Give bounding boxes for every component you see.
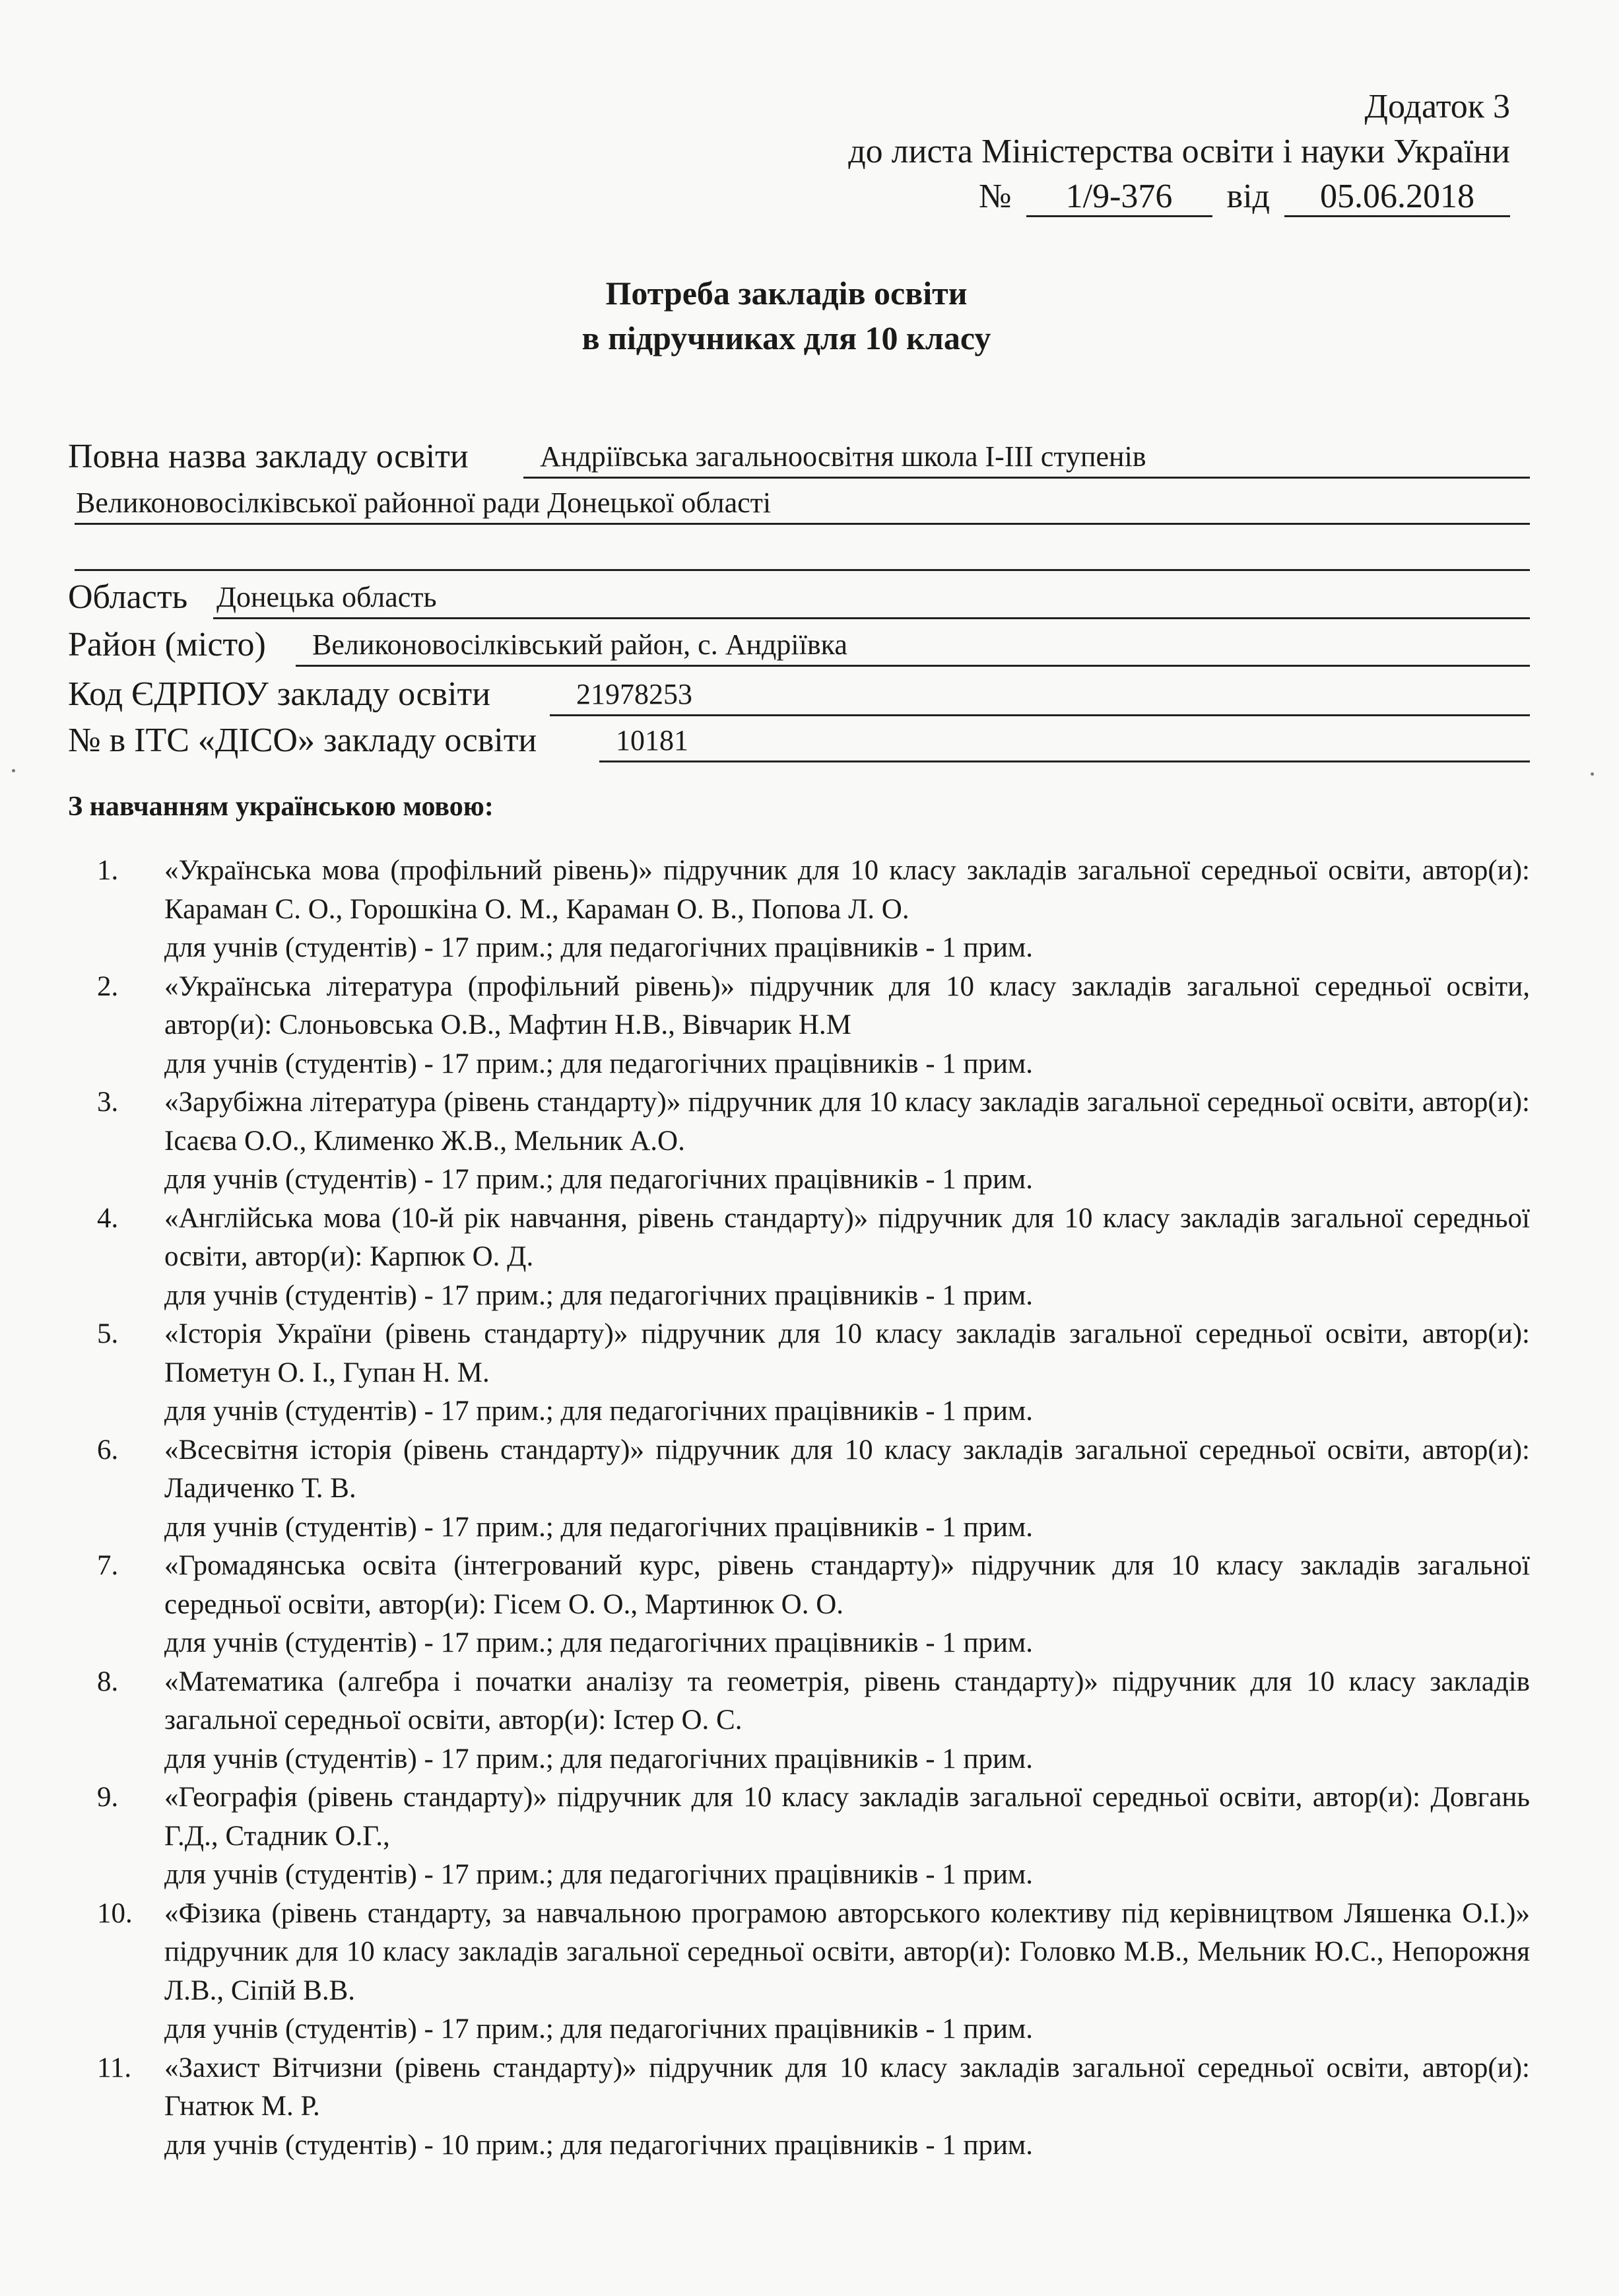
list-item-description: «Громадянська освіта (інтегрований курс, рівень стандарту)» підручник для 10 класу закладів загальної середньої освіти, автор(и): Гісем О. О., Мартинюк О. О. [164, 1550, 1530, 1620]
edrpou-label: Код ЄДРПОУ закладу освіти [68, 675, 491, 713]
letter-reference: до листа Міністерства освіти і науки України [848, 133, 1510, 170]
list-item-description: «Історія України (рівень стандарту)» підручник для 10 класу закладів загальної середньої освіти, автор(и): Пометун О. І., Гупан Н. М. [164, 1318, 1530, 1388]
letter-number-line [848, 174, 1510, 219]
list-item-number: 2. [97, 970, 119, 1002]
list-item-number: 4. [97, 1202, 119, 1234]
field-full-name-blank [68, 525, 1530, 571]
district-rule [296, 665, 1530, 667]
document-header [848, 84, 1510, 219]
full-name-rule-3 [75, 569, 1530, 571]
diso-value: 10181 [616, 724, 688, 757]
list-item-description: «Українська література (профільний рівень)» підручник для 10 класу закладів загальної середньої освіти, автор(и): Слоньовська О.В., Мафтин Н.В., Вівчарик Н.М [164, 970, 1530, 1040]
district-label: Район (місто) [68, 626, 266, 663]
letter-date: 05.06.2018 [1284, 178, 1510, 217]
list-item [68, 1199, 1530, 1316]
scan-speck [1591, 772, 1594, 776]
field-district [68, 621, 1530, 667]
from-word: від [1226, 178, 1270, 215]
list-item-number: 7. [97, 1550, 119, 1581]
list-item-quantity: для учнів (студентів) - 17 прим.; для педагогічних працівників - 1 прим. [164, 1396, 1033, 1427]
field-full-name-cont [68, 479, 1530, 525]
list-item-quantity: для учнів (студентів) - 17 прим.; для педагогічних працівників - 1 прим. [164, 1859, 1033, 1890]
region-value: Донецька область [216, 581, 437, 613]
list-item [68, 1778, 1530, 1895]
annex-label: Додаток 3 [1364, 88, 1510, 125]
list-item-number: 9. [97, 1782, 119, 1813]
list-item-number: 3. [97, 1087, 119, 1118]
field-full-name [68, 432, 1530, 479]
list-item-number: 6. [97, 1434, 119, 1466]
field-diso [68, 716, 1530, 762]
title-line-2: в підручниках для 10 класу [581, 320, 991, 356]
field-region [68, 573, 1530, 619]
list-item-description: «Географія (рівень стандарту)» підручник для 10 класу закладів загальної середньої освіти, автор(и): Довгань Г.Д., Стадник О.Г., [164, 1782, 1530, 1852]
number-sign: № [978, 178, 1012, 215]
list-item [68, 852, 1530, 968]
list-item-number: 5. [97, 1318, 119, 1349]
list-item-quantity: для учнів (студентів) - 17 прим.; для педагогічних працівників - 1 прим. [164, 1279, 1033, 1311]
full-name-value-2: Великоновосілківської районної ради Донецької області [76, 487, 772, 519]
list-item-description: «Англійська мова (10-й рік навчання, рівень стандарту)» підручник для 10 класу закладів загальної середньої освіти, автор(и): Карпюк О. Д. [164, 1202, 1530, 1272]
list-item-quantity: для учнів (студентів) - 17 прим.; для педагогічних працівників - 1 прим. [164, 1511, 1033, 1543]
full-name-label: Повна назва закладу освіти [68, 438, 469, 475]
diso-label: № в ІТС «ДІСО» закладу освіти [68, 722, 537, 759]
district-value: Великоновосілківський район, с. Андріївка [312, 628, 847, 661]
list-item-description: «Українська мова (профільний рівень)» підручник для 10 класу закладів загальної середньої освіти, автор(и): Караман С. О., Горошкіна О. М., Караман О. В., Попова Л. О. [164, 855, 1530, 925]
list-item-number: 8. [97, 1666, 119, 1697]
letter-number: 1/9-376 [1026, 178, 1212, 217]
list-item-number: 1. [97, 855, 119, 886]
list-item-quantity: для учнів (студентів) - 17 прим.; для педагогічних працівників - 1 прим. [164, 1743, 1033, 1774]
scan-speck [12, 769, 15, 772]
list-item [68, 2049, 1530, 2165]
list-item-description: «Фізика (рівень стандарту, за навчальною програмою авторського колективу під керівництвом Ляшенка О.І.)» підручник для 10 класу закладів загальної середньої освіти, автор(и): Головко М.В., Мельник Ю.С., Непорожня Л.В., Сіпій В.В. [164, 1897, 1530, 2006]
list-item-quantity: для учнів (студентів) - 10 прим.; для педагогічних працівників - 1 прим. [164, 2129, 1033, 2161]
edrpou-value: 21978253 [576, 678, 692, 710]
list-item-description: «Всесвітня історія (рівень стандарту)» підручник для 10 класу закладів загальної середньої освіти, автор(и): Ладиченко Т. В. [164, 1434, 1530, 1504]
list-item-number: 11. [97, 2052, 132, 2083]
list-item [68, 1315, 1530, 1431]
list-item-description: «Математика (алгебра і початки аналізу та геометрія, рівень стандарту)» підручник для 10 класу закладів загальної середньої освіти, автор(и): Істер О. С. [164, 1666, 1530, 1736]
region-rule [213, 617, 1530, 619]
region-label: Область [68, 578, 188, 616]
diso-rule [599, 760, 1530, 762]
section-title: З навчанням українською мовою: [68, 792, 494, 822]
list-item-description: «Захист Вітчизни (рівень стандарту)» підручник для 10 класу закладів загальної середньої освіти, автор(и): Гнатюк М. Р. [164, 2052, 1530, 2122]
list-item-description: «Зарубіжна література (рівень стандарту)» підручник для 10 класу закладів загальної середньої освіти, автор(и): Ісаєва О.О., Клименко Ж.В., Мельник А.О. [164, 1087, 1530, 1157]
list-item [68, 1663, 1530, 1779]
list-item-quantity: для учнів (студентів) - 17 прим.; для педагогічних працівників - 1 прим. [164, 1627, 1033, 1658]
list-item [68, 1547, 1530, 1663]
full-name-value-1: Андріївська загальноосвітня школа І-ІІІ ступенів [540, 440, 1146, 473]
list-item-quantity: для учнів (студентів) - 17 прим.; для педагогічних працівників - 1 прим. [164, 2013, 1033, 2044]
list-item-number: 10. [97, 1897, 133, 1929]
list-item [68, 968, 1530, 1084]
list-item [68, 1083, 1530, 1199]
list-item [68, 1895, 1530, 2049]
textbook-list [68, 852, 1530, 2165]
list-item-quantity: для учнів (студентів) - 17 прим.; для педагогічних працівників - 1 прим. [164, 1048, 1033, 1079]
list-item-quantity: для учнів (студентів) - 17 прим.; для педагогічних працівників - 1 прим. [164, 932, 1033, 963]
title-line-1: Потреба закладів освіти [605, 275, 968, 312]
list-item [68, 1431, 1530, 1547]
document-title [0, 271, 1619, 360]
list-item-quantity: для учнів (студентів) - 17 прим.; для педагогічних працівників - 1 прим. [164, 1164, 1033, 1195]
field-edrpou [68, 670, 1530, 716]
